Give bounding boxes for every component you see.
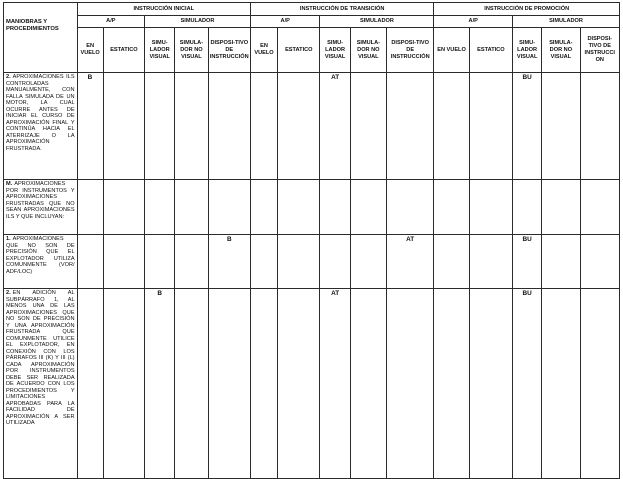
col-dispositivo: DISPOSI-TIVO DE INSTRUCCIÓN [386,28,433,73]
training-matrix-table [3,2,620,479]
mark-cell [175,180,208,235]
mark-cell: B [145,289,175,479]
mark-cell [208,73,250,180]
mark-cell [278,235,320,289]
mark-cell [278,73,320,180]
mark-cell [434,235,469,289]
mark-cell [278,180,320,235]
mark-cell: B [208,235,250,289]
col-dispositivo: DISPOSI-TIVO DE INSTRUCCI ON [580,28,619,73]
mark-cell [175,289,208,479]
ap-header-initial: A/P [77,16,145,28]
mark-cell [469,73,512,180]
maneuvers-header: MANIOBRAS Y PROCEDIMIENTOS [4,3,78,73]
mark-cell [77,180,103,235]
maneuver-cell [4,73,78,180]
maneuver-text: APROXIMACIONES POR INSTRUMENTOS Y APROXIMACIONES FRUSTRADAS QUE NO SEAN APROXIMACIONES ILS Y QUE INCLUYAN: [6,181,75,220]
mark-cell [208,289,250,479]
col-estatico: ESTATICO [278,28,320,73]
mark-cell: AT [386,235,433,289]
col-estatico: ESTATICO [103,28,144,73]
mark-cell [469,289,512,479]
col-simulador-no-visual: SIMULA-DOR NO VISUAL [350,28,386,73]
col-simulador-visual: SIMU-LADOR VISUAL [145,28,175,73]
mark-cell [580,289,619,479]
col-en-vuelo: EN VUELO [434,28,469,73]
mark-cell [350,73,386,180]
ap-header-promotion: A/P [434,16,513,28]
mark-cell [250,73,277,180]
maneuver-text: APROXIMACIONES QUE NO SON DE PRECISIÓN QUE EL EXPLOTADOR UTILIZA COMUNMENTE (VOR/ ADF/LOC) [6,236,75,275]
col-simulador-visual: SIMU-LADOR VISUAL [513,28,542,73]
maneuver-cell [4,180,78,235]
mark-cell [542,180,580,235]
group-title-initial: INSTRUCCIÓN INICIAL [77,3,250,16]
mark-cell: BU [513,235,542,289]
mark-cell [250,289,277,479]
mark-cell [386,289,433,479]
mark-cell [542,289,580,479]
mark-cell [250,235,277,289]
simulator-header-promotion: SIMULADOR [513,16,620,28]
table-row [4,289,620,479]
mark-cell: AT [320,73,350,180]
mark-cell [175,235,208,289]
mark-cell [434,180,469,235]
col-simulador-no-visual: SIMULA-DOR NO VISUAL [175,28,208,73]
mark-cell: B [77,73,103,180]
mark-cell [513,180,542,235]
maneuver-text: APROXIMACIONES ILS CONTROLADAS MANUALMENTE, CON FALLA SIMULADA DE UN MOTOR, LA CUAL OCURRE ANTES DE INICIAR EL CURSO DE APROXIMACIÓN FINAL Y CONTINÚA HACIA EL ATERRIZAJE O LA APROXIMACIÓN FRUSTRADA. [6,74,75,152]
simulator-header-initial: SIMULADOR [145,16,251,28]
mark-cell [103,180,144,235]
mark-cell [320,180,350,235]
table-row [4,235,620,289]
mark-cell [77,289,103,479]
simulator-header-transition: SIMULADOR [320,16,434,28]
mark-cell [175,73,208,180]
mark-cell [580,235,619,289]
maneuver-number: 2. [6,74,11,80]
mark-cell [77,235,103,289]
mark-cell [580,73,619,180]
mark-cell [350,289,386,479]
maneuver-number: M. [6,181,13,187]
maneuver-cell [4,289,78,479]
col-en-vuelo: EN VUELO [77,28,103,73]
table-row [4,73,620,180]
mark-cell [350,180,386,235]
mark-cell [386,73,433,180]
table-row [4,180,620,235]
mark-cell [434,73,469,180]
maneuver-text: EN ADICIÓN AL SUBPÁRRAFO 1, AL MENOS UNA DE LAS APROXIMACIONES QUE NO SON DE PRECISIÓN Y UNA APROXIMACIÓN FRUSTRADA QUE COMUNMENTE UTILICE EL EXPLOTADOR, EN CONEXIÓN CON LOS PÁRRAFOS III (K) Y III (L) CADA APROXIMACIÓN POR INSTRUMENTOS DEBE SER REALIZADA DE ACUERDO CON LOS PROCEDIMIENTOS Y LIMITACIONES APROBADAS PARA LA FACILIDAD DE APROXIMACIÓN A SER UTILIZADA [6,290,75,426]
mark-cell [320,235,350,289]
col-en-vuelo: EN VUELO [250,28,277,73]
mark-cell [145,235,175,289]
group-title-promotion: INSTRUCCIÓN DE PROMOCIÓN [434,3,620,16]
col-dispositivo: DISPOSI-TIVO DE INSTRUCCIÓN [208,28,250,73]
mark-cell [542,235,580,289]
mark-cell [580,180,619,235]
mark-cell: BU [513,289,542,479]
mark-cell [434,289,469,479]
ap-header-transition: A/P [250,16,320,28]
mark-cell [469,235,512,289]
mark-cell [103,73,144,180]
mark-cell [145,180,175,235]
mark-cell [386,180,433,235]
mark-cell [103,235,144,289]
col-simulador-visual: SIMU-LADOR VISUAL [320,28,350,73]
mark-cell [208,180,250,235]
mark-cell [350,235,386,289]
mark-cell: BU [513,73,542,180]
maneuver-number: 1. [6,236,11,242]
col-simulador-no-visual: SIMULA-DOR NO VISUAL [542,28,580,73]
mark-cell [250,180,277,235]
group-title-transition: INSTRUCCIÓN DE TRANSICIÓN [250,3,433,16]
mark-cell [542,73,580,180]
maneuver-cell [4,235,78,289]
mark-cell [103,289,144,479]
mark-cell [145,73,175,180]
col-estatico: ESTATICO [469,28,512,73]
mark-cell: AT [320,289,350,479]
mark-cell [278,289,320,479]
maneuver-number: 2. [6,290,11,296]
mark-cell [469,180,512,235]
